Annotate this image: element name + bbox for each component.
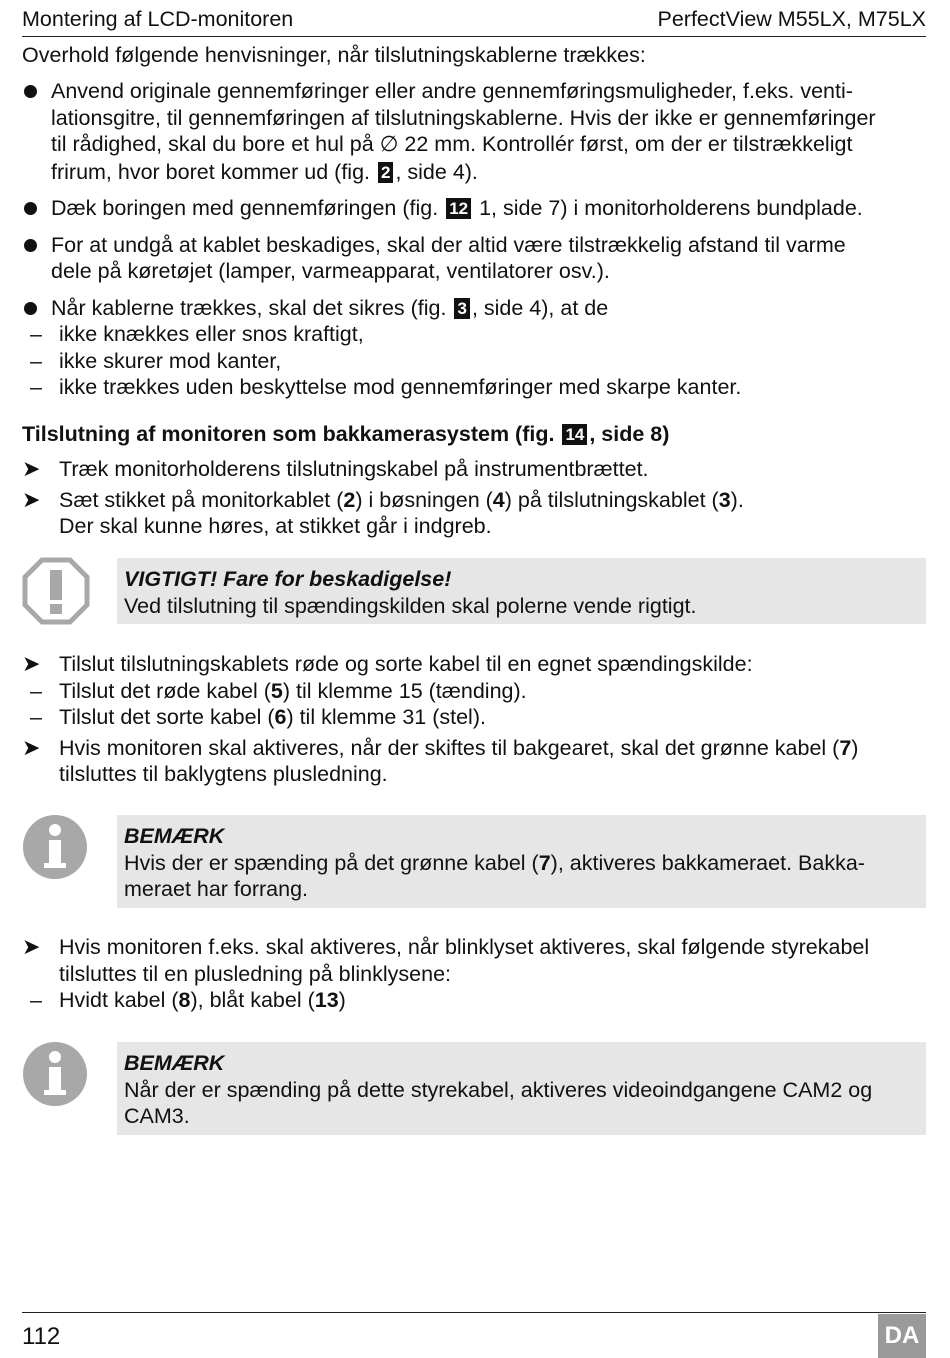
item-text: lationsgitre, til gennemføringen af tilslutningskablerne. Hvis der ikke er gennemføringer xyxy=(51,105,876,130)
bullet-dot-icon xyxy=(24,302,37,315)
item-text: Når kablerne trækkes, skal det sikres (fig. 3 , side 4), at de xyxy=(51,295,609,320)
sub-item: – ikke skurer mod kanter, xyxy=(30,348,282,373)
notice-text: Hvis der er spænding på det grønne kabel (7), aktiveres bakkameraet. Bakka- xyxy=(124,850,865,875)
info-circle-icon xyxy=(22,814,88,880)
footer-divider xyxy=(22,1312,926,1313)
list-item xyxy=(22,195,928,222)
page-number: 112 xyxy=(22,1323,61,1350)
arrow-icon: ➤ xyxy=(22,456,41,481)
diameter-symbol: ∅ xyxy=(379,132,399,157)
arrow-icon: ➤ xyxy=(22,651,41,676)
section-title: Montering af LCD-monitoren xyxy=(22,7,294,31)
notice-title: BEMÆRK xyxy=(124,824,225,848)
note-notice xyxy=(117,1042,926,1135)
item-text: frirum, hvor boret kommer ud (fig. 2 , side 4). xyxy=(51,159,478,184)
notice-text: meraet har forrang. xyxy=(124,877,309,901)
note-notice xyxy=(117,815,926,908)
sub-item: – Tilslut det røde kabel (5) til klemme 15 (tænding). xyxy=(30,678,527,703)
instruction-steps xyxy=(22,456,928,544)
instruction-step: ➤ Hvis monitoren skal aktiveres, når der skiftes til bakgearet, skal det grønne kabel (7) tilsluttes til baklygtens plusledning. xyxy=(22,734,859,786)
sub-item: – ikke trækkes uden beskyttelse mod gennemføringer med skarpe kanter. xyxy=(30,375,742,399)
instruction-step: ➤ Tilslut tilslutningskablets røde og sorte kabel til en egnet spændingskilde: – Tilslut det røde kabel (5) til klemme 15 (tænding). – Tilslut det sorte kabel (6) til klemme 31 (stel). xyxy=(22,651,928,731)
instruction-steps xyxy=(22,651,928,792)
item-text: For at undgå at kablet beskadiges, skal der altid være tilstrækkelig afstand til varme xyxy=(51,232,846,257)
notice-text: CAM3. xyxy=(124,1104,190,1128)
notice-title: VIGTIGT! Fare for beskadigelse! xyxy=(124,567,452,591)
item-text: dele på køretøjet (lamper, varmeapparat, ventilatorer osv.). xyxy=(51,259,610,283)
notice-text: Når der er spænding på dette styrekabel, aktiveres videoindgangene CAM2 og xyxy=(124,1077,873,1102)
figure-reference: 14 xyxy=(562,424,587,445)
list-item xyxy=(22,78,928,185)
arrow-icon: ➤ xyxy=(22,934,41,959)
figure-reference: 12 xyxy=(446,198,471,219)
list-item xyxy=(22,295,928,401)
sub-item: – Hvidt kabel (8), blåt kabel (13) xyxy=(30,988,346,1012)
bullet-dot-icon xyxy=(24,85,37,98)
bullet-dot-icon xyxy=(24,239,37,252)
instruction-steps xyxy=(22,934,928,1014)
info-circle-icon xyxy=(22,1041,88,1107)
language-badge: DA xyxy=(878,1314,926,1358)
notice-text: Ved tilslutning til spændingskilden skal polerne vende rigtigt. xyxy=(124,593,697,618)
section-heading: Tilslutning af monitoren som bakkamerasystem (fig. 14 , side 8) xyxy=(22,422,670,446)
warning-notice xyxy=(117,558,926,624)
bullet-dot-icon xyxy=(24,202,37,215)
guideline-list xyxy=(22,78,928,411)
instruction-step: ➤ Træk monitorholderens tilslutningskabel på instrumentbrættet. xyxy=(22,456,649,481)
instruction-step: ➤ Sæt stikket på monitorkablet (2) i bøsningen (4) på tilslutningskablet (3). Der skal kunne høres, at stikket går i indgreb. xyxy=(22,486,744,538)
exclamation-octagon-icon xyxy=(22,557,90,625)
sub-item: – ikke knækkes eller snos kraftigt, xyxy=(30,322,364,346)
notice-title: BEMÆRK xyxy=(124,1051,225,1075)
instruction-step: ➤ Hvis monitoren f.eks. skal aktiveres, når blinklyset aktiveres, skal følgende styrekabel tilsluttes til en plusledning på blinklysene: – Hvidt kabel (8), blåt kabel (13) xyxy=(22,934,928,1014)
figure-reference: 2 xyxy=(378,162,393,183)
sub-item: – Tilslut det sorte kabel (6) til klemme 31 (stel). xyxy=(30,705,486,729)
item-text: Dæk boringen med gennemføringen (fig. 12 1, side 7) i monitorholderens bundplade. xyxy=(51,196,863,220)
item-text: til rådighed, skal du bore et hul på ∅ 22 mm. Kontrollér først, om der er tilstrækkeligt xyxy=(51,132,853,157)
figure-reference: 3 xyxy=(454,298,469,319)
item-text: Anvend originale gennemføringer eller andre gennemføringsmuligheder, f.eks. venti- xyxy=(51,79,853,103)
header-divider xyxy=(22,36,926,37)
intro-text: Overhold følgende henvisninger, når tilslutningskablerne trækkes: xyxy=(22,43,646,67)
arrow-icon: ➤ xyxy=(22,734,41,760)
product-name: PerfectView M55LX, M75LX xyxy=(657,7,926,31)
arrow-icon: ➤ xyxy=(22,486,41,512)
list-item xyxy=(22,232,928,285)
